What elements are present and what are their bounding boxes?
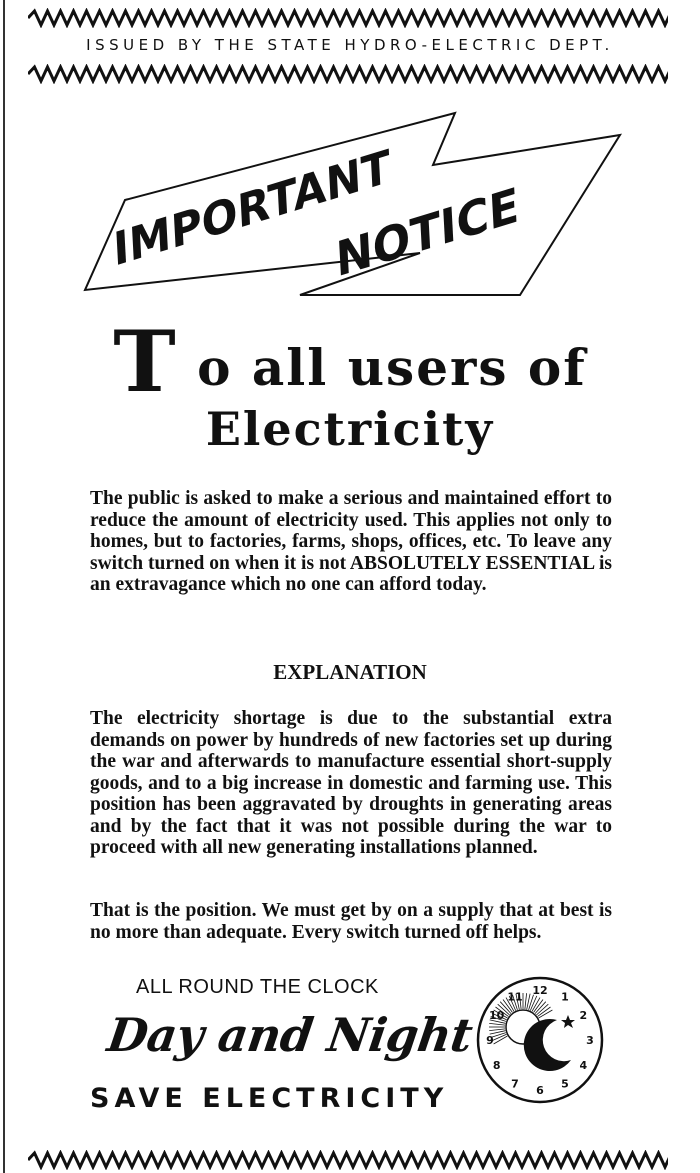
wavy-border-top [28,8,668,28]
clock-numeral: 1 [561,990,569,1004]
explanation-heading: EXPLANATION [273,660,427,684]
all-round-the-clock-text: ALL ROUND THE CLOCK [136,976,379,998]
headline-line-1 [0,312,700,411]
position-paragraph: That is the position. We must get by on a supply that at best is no more than adequate. Every switch turned off helps. [90,900,612,943]
day-and-night-script: Day and Night [104,1008,476,1062]
wavy-border-bottom [28,1150,668,1170]
clock-numeral: 9 [486,1034,494,1047]
headline-line-2: Electricity [205,402,495,456]
wavy-border-middle [28,64,668,84]
clock-numeral: 2 [579,1009,588,1022]
clock-numeral: 6 [536,1084,544,1097]
clock-icon [475,975,605,1105]
save-electricity-slogan: SAVE ELECTRICITY [90,1083,449,1114]
clock-numeral: 11 [507,990,523,1004]
clock-numeral: 5 [561,1077,569,1091]
page-edge-line [3,0,5,1173]
clock-numeral: 3 [586,1034,594,1047]
explanation-paragraph: The electricity shortage is due to the substantial extra demands on power by hundreds of new factories set up during the war and afterwards to manufacture essential short-supply goods, and to a big increase in domestic and farming use. This position has been aggravated by droughts in generating areas and by the fact that it was not possible during the war to proceed with all new generating installations planned. [90,708,612,858]
banner-word-important: IMPORTANT [112,139,392,278]
headline-initial: T [113,312,178,411]
clock-numeral: 12 [532,984,548,997]
clock-numeral: 4 [579,1059,588,1072]
important-notice-banner [75,105,635,305]
headline-line-1-text: o all users of [197,338,587,397]
intro-paragraph: The public is asked to make a serious and maintained effort to reduce the amount of electricity used. This applies not only to homes, but to factories, farms, shops, offices, etc. To leave any switch turned on when it is not ABSOLUTELY ESSENTIAL is an extravagance which no one can afford today. [90,488,612,595]
issued-by-line: ISSUED BY THE STATE HYDRO-ELECTRIC DEPT. [86,36,614,54]
clock-numeral: 8 [492,1059,501,1072]
clock-numeral: 10 [489,1009,505,1022]
banner-word-notice: NOTICE [334,178,521,289]
clock-numeral: 7 [511,1077,519,1091]
